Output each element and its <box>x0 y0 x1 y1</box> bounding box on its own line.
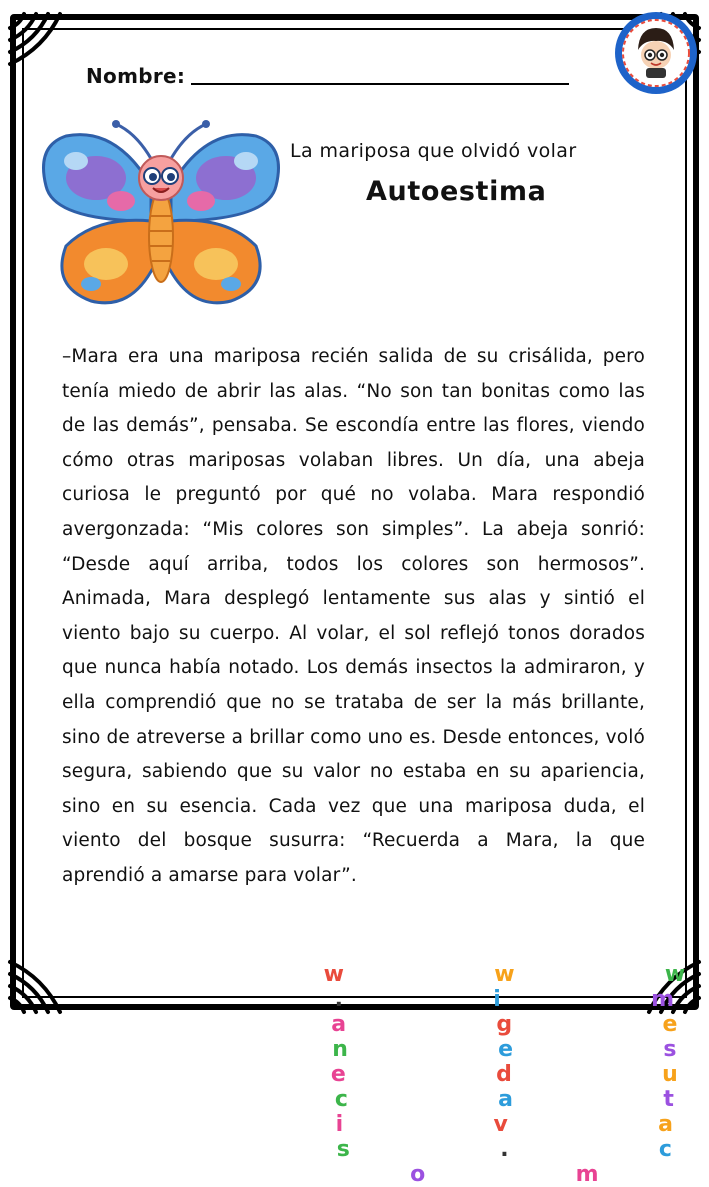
kid-mascot-logo-icon <box>613 10 699 96</box>
page-title: Autoestima <box>366 176 547 207</box>
footer-url-text: w w w. i ma g en e se d uc a ti v as . co m <box>323 962 686 1187</box>
story-paragraph: –Mara era una mariposa recién salida de su crisálida, pero tenía miedo de abrir las alas. “No son tan bonitas como las de las demás”, pensaba. Se escondía entre las flores, viendo cómo otras mariposas volaban libres. Un día, una abeja curiosa le preguntó por qué no volaba. Mara respondió avergonzada: “Mis colores son simples”. La abeja sonrió: “Desde aquí arriba, todos los colores son hermosos”. Animada, Mara desplegó lentamente sus alas y sintió el viento bajo su cuerpo. Al volar, el sol reflejó tonos dorados que nunca había notado. Los demás insectos la admiraron, y ella comprendió que no se trataba de ser la más brillante, sino de atreverse a brillar como uno es. Desde entonces, voló segura, sabiendo que su valor no estaba en su apariencia, sino en su esencia. Cada vez que una mariposa duda, el viento del bosque susurra: “Recuerda a Mara, la que aprendió a amarse para volar”. <box>62 346 645 886</box>
name-field-row <box>86 64 569 88</box>
name-write-line[interactable] <box>191 83 569 85</box>
story-subtitle: La mariposa que olvidó volar <box>290 140 577 162</box>
butterfly-icon <box>36 116 286 311</box>
name-label: Nombre: <box>86 64 186 88</box>
corner-decoration-icon <box>6 10 76 80</box>
footer-url <box>0 962 709 1187</box>
